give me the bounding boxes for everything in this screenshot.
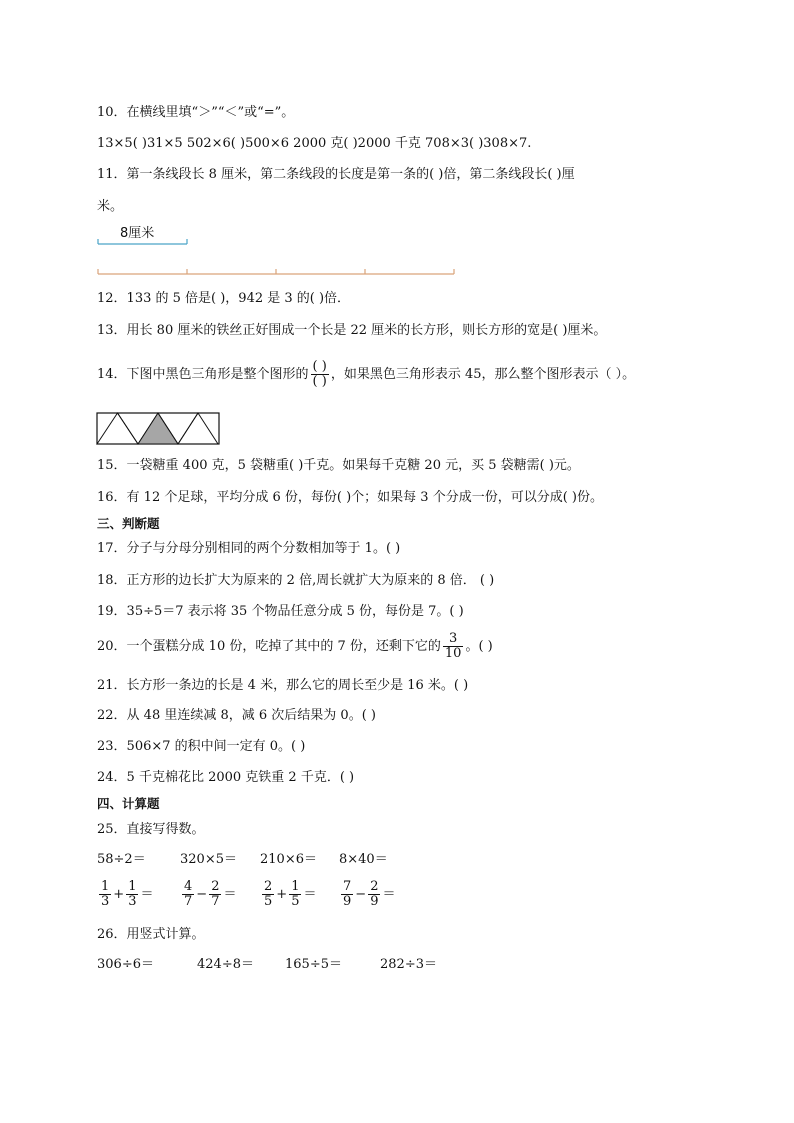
q14-triangle-5 [178, 413, 218, 444]
operator: + [276, 887, 288, 902]
q24: 24．5 千克棉花比 2000 克铁重 2 千克．( ) [97, 770, 355, 785]
frac [99, 880, 111, 909]
q11-segment-1 [98, 239, 187, 244]
q11-line1: 11．第一条线段长 8 厘米，第二条线段的长度是第一条的( )倍，第二条线段长( )厘 [97, 167, 575, 182]
q26-title: 26．用竖式计算。 [97, 927, 205, 942]
q25-frac-expr [180, 880, 260, 909]
q14-frac-num: ( ) [312, 359, 327, 374]
q25-item: 320×5＝ [180, 852, 237, 867]
q23: 23．506×7 的积中间一定有 0。( ) [97, 739, 306, 754]
q20-frac-num: 3 [443, 632, 464, 647]
q25-item: 8×40＝ [339, 852, 388, 867]
frac [126, 880, 138, 909]
frac [368, 880, 380, 909]
q26-item: 424÷8＝ [197, 957, 254, 972]
frac-num: 2 [264, 879, 273, 894]
q11-segment-label: 8厘米 [120, 226, 155, 241]
q19: 19．35÷5＝7 表示将 35 个物品任意分成 5 份，每份是 7。( ) [97, 604, 464, 619]
operator: + [113, 887, 125, 902]
q18: 18．正方形的边长扩大为原来的 2 倍,周长就扩大为原来的 8 倍． ( ) [97, 573, 495, 588]
equals: ＝ [303, 887, 317, 902]
q26-item: 306÷6＝ [97, 957, 154, 972]
equals: ＝ [140, 887, 154, 902]
operator: − [355, 887, 367, 902]
q25-row1 [97, 851, 388, 869]
q16: 16．有 12 个足球，平均分成 6 份，每份( )个；如果每 3 个分成一份，可以分成( )份。 [97, 490, 603, 505]
q14-triangle-1 [97, 413, 138, 444]
frac-num: 1 [128, 879, 137, 894]
q20 [97, 632, 493, 661]
frac-den: 3 [101, 894, 110, 909]
q11-line2: 米。 [97, 199, 124, 214]
frac-den: 9 [370, 894, 379, 909]
frac [341, 880, 353, 909]
q14-triangle-figure [96, 412, 222, 446]
frac-den: 7 [211, 894, 220, 909]
q20-text-after: 。( ) [465, 639, 493, 654]
operator: − [196, 887, 208, 902]
frac-den: 5 [264, 894, 273, 909]
q14-text-after: ，如果黑色三角形表示 45，那么整个图形表示（ ）。 [330, 367, 636, 382]
q17: 17．分子与分母分别相同的两个分数相加等于 1。( ) [97, 541, 401, 556]
q25-item: 210×6＝ [260, 852, 317, 867]
equals: ＝ [223, 887, 237, 902]
q20-text-before: 20．一个蛋糕分成 10 份，吃掉了其中的 7 份，还剩下它的 [97, 639, 441, 654]
q14-triangle-shaded [138, 413, 178, 444]
q25-frac-expr [97, 880, 180, 909]
q10-row: 13×5( )31×5 502×6( )500×6 2000 克( )2000 千克 708×3( )308×7. [97, 136, 532, 151]
frac [209, 880, 221, 909]
q11-segments-figure [90, 234, 470, 284]
frac [289, 880, 301, 909]
q26-item: 165÷5＝ [285, 957, 342, 972]
equals: ＝ [382, 887, 396, 902]
q26-item: 282÷3＝ [380, 957, 437, 972]
frac-den: 5 [291, 894, 300, 909]
frac-den: 9 [343, 894, 352, 909]
q15: 15．一袋糖重 400 克，5 袋糖重( )千克。如果每千克糖 20 元，买 5 袋糖需( )元。 [97, 458, 580, 473]
frac-num: 2 [370, 879, 379, 894]
frac-num: 7 [343, 879, 352, 894]
frac-den: 3 [128, 894, 137, 909]
q25-frac-expr [260, 880, 339, 909]
q14-text-before: 14．下图中黑色三角形是整个图形的 [97, 367, 309, 382]
section-3-heading: 三、判断题 [97, 516, 160, 531]
q14-frac-den: ( ) [312, 374, 327, 389]
q26-row [97, 956, 437, 974]
q21: 21．长方形一条边的长是 4 米，那么它的周长至少是 16 米。( ) [97, 678, 469, 693]
q14 [97, 360, 635, 389]
frac-num: 4 [184, 879, 193, 894]
q25-fraction-row [97, 880, 395, 909]
frac-num: 1 [101, 879, 110, 894]
q25-item: 58÷2＝ [97, 852, 146, 867]
frac-den: 7 [184, 894, 193, 909]
q14-fraction-blank [311, 360, 329, 389]
frac-num: 2 [211, 879, 220, 894]
frac-num: 1 [291, 879, 300, 894]
q20-fraction [443, 632, 464, 661]
q20-frac-den: 10 [444, 646, 462, 661]
q25-title: 25．直接写得数。 [97, 822, 205, 837]
q12: 12．133 的 5 倍是( )，942 是 3 的( )倍． [97, 291, 351, 306]
section-4-heading: 四、计算题 [97, 796, 160, 811]
q22: 22．从 48 里连续减 8，减 6 次后结果为 0。( ) [97, 708, 376, 723]
frac [262, 880, 274, 909]
q13: 13．用长 80 厘米的铁丝正好围成一个长是 22 厘米的长方形，则长方形的宽是( )厘米。 [97, 323, 607, 338]
q11-segment-2 [98, 269, 454, 274]
q25-frac-expr [339, 879, 396, 909]
q10-title: 10．在横线里填“＞”“＜”或“=”。 [97, 105, 295, 120]
frac [182, 880, 194, 909]
